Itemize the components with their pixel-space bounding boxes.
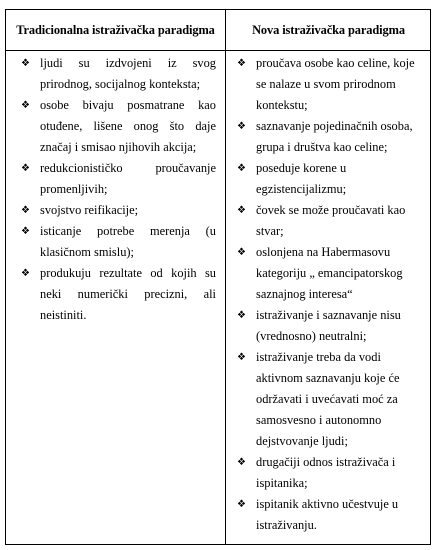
list-item-text: ispitanik aktivno učestvuje u istraživanju. [256,497,399,532]
list-item-text: poseduje korene u egzistencijalizmu; [256,161,347,196]
diamond-bullet-icon: ❖ [21,100,30,111]
list-item-text: svojstvo reifikacije; [40,203,139,217]
list-item [237,158,418,200]
diamond-bullet-icon: ❖ [237,310,246,321]
diamond-bullet-icon: ❖ [21,58,30,69]
list-item [237,116,418,158]
list-item-text: produkuju rezultate od kojih su neki numerički precizni, ali neistiniti. [40,266,216,322]
list-item-text: isticanje potrebe merenja (u klasičnom smislu); [40,224,216,259]
list-item [237,242,418,305]
list-item-text: čovek se može proučavati kao stvar; [256,203,406,238]
diamond-bullet-icon: ❖ [21,226,30,237]
diamond-bullet-icon: ❖ [237,499,246,510]
list-item-text: saznavanje pojedinačnih osoba, grupa i društva kao celine; [256,119,413,154]
list-item [21,263,216,326]
diamond-bullet-icon: ❖ [237,457,246,468]
list-item-text: redukcionističko proučavanje promenljivih; [40,161,216,196]
list-item [237,200,418,242]
list-item-text: ljudi su izdvojeni iz svog prirodnog, socijalnog konteksta; [40,56,216,91]
left-column-heading: Tradicionalna istraživačka paradigma [16,22,215,37]
list-item-text: osobe bivaju posmatrane kao otuđene, lišene onog što daje značaj i smisao njihovih akcija; [40,98,216,154]
right-column-heading: Nova istraživačka paradigma [252,22,405,37]
list-item [237,347,418,452]
list-item [237,494,418,536]
diamond-bullet-icon: ❖ [21,163,30,174]
diamond-bullet-icon: ❖ [237,58,246,69]
column-divider [225,10,226,544]
list-item [21,53,216,95]
list-item-text: istraživanje i saznavanje nisu (vrednosno) neutralni; [256,308,401,343]
list-item-text: istraživanje treba da vodi aktivnom saznavanju koje će održavati i uvećavati moć za samosvesno i autonomno dejstvovanje ljudi; [256,350,400,448]
list-item [21,200,216,221]
list-item [237,452,418,494]
header-divider [6,50,430,51]
diamond-bullet-icon: ❖ [237,121,246,132]
diamond-bullet-icon: ❖ [21,268,30,279]
diamond-bullet-icon: ❖ [237,205,246,216]
list-item-text: oslonjena na Habermasovu kategoriju „ emancipatorskog saznajnog interesa“ [256,245,403,301]
list-item [237,53,418,116]
list-item [21,221,216,263]
list-item-text: proučava osobe kao celine, koje se nalaze u svom prirodnom kontekstu; [256,56,415,112]
new-paradigm-list [237,53,418,536]
diamond-bullet-icon: ❖ [237,163,246,174]
list-item [21,95,216,158]
list-item-text: drugačiji odnos istraživača i ispitanika; [256,455,396,490]
list-item [21,158,216,200]
list-item [237,305,418,347]
diamond-bullet-icon: ❖ [21,205,30,216]
diamond-bullet-icon: ❖ [237,352,246,363]
traditional-paradigm-list [21,53,216,326]
diamond-bullet-icon: ❖ [237,247,246,258]
